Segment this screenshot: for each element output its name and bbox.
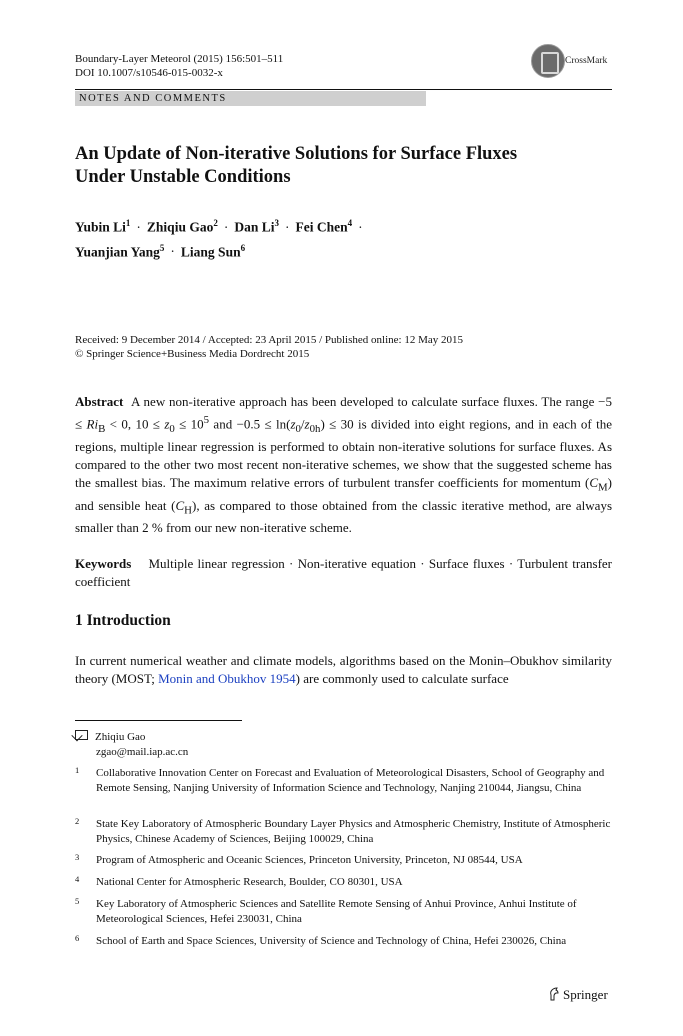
abstract-text: < 0, 10 ≤ — [105, 416, 165, 432]
author-separator: · — [170, 244, 175, 259]
author-line-2 — [75, 238, 615, 263]
affiliation-text: Key Laboratory of Atmospheric Sciences and Satellite Remote Sensing of Anhui Province, Anhui Institute of Meteorological Sciences, Hefei 230031, China — [96, 898, 577, 925]
abstract-text: ) and sensible heat ( — [75, 474, 612, 513]
math-slash: / — [300, 416, 305, 432]
math-z: z — [290, 416, 296, 432]
publisher-name: Springer — [563, 987, 608, 1002]
author-name[interactable]: Liang Sun — [180, 244, 241, 259]
doi[interactable]: DOI 10.1007/s10546-015-0032-x — [75, 67, 223, 79]
author-separator: · — [284, 219, 290, 235]
math-sub: 0 — [169, 422, 175, 435]
affiliation-item — [75, 875, 612, 890]
section-label: NOTES AND COMMENTS — [79, 93, 227, 104]
affiliation-number: 1 — [75, 765, 80, 775]
journal-citation — [75, 52, 283, 80]
copyright-notice: © Springer Science+Business Media Dordrecht 2015 — [75, 348, 310, 360]
publication-history — [75, 333, 615, 361]
abstract-paragraph — [75, 393, 612, 537]
author-name[interactable]: Yuanjian Yang — [75, 244, 160, 259]
paper-title — [75, 143, 615, 189]
author-separator: · — [223, 219, 229, 235]
introduction-paragraph — [75, 652, 612, 688]
math-z: z — [164, 416, 170, 432]
journal-reference: Boundary-Layer Meteorol (2015) 156:501–511 — [75, 53, 284, 65]
math-sub: 0 — [295, 422, 301, 435]
author-separator: · — [358, 219, 363, 235]
crossmark-icon — [531, 44, 565, 78]
title-line-1: An Update of Non-iterative Solutions for Surface Fluxes — [75, 144, 518, 164]
math-sub: B — [98, 422, 106, 435]
corresponding-author — [75, 730, 188, 760]
author-list — [75, 213, 615, 262]
author-line-1 — [75, 213, 615, 238]
affiliation-number: 4 — [75, 874, 80, 884]
crossmark-label: CrossMark — [565, 56, 608, 66]
affiliation-text: School of Earth and Space Sciences, University of Science and Technology of China, Hefei 230026, China — [96, 935, 567, 947]
math-sub: H — [184, 504, 192, 517]
author-affil-marker: 1 — [125, 218, 131, 228]
affiliation-item — [75, 817, 612, 847]
affiliation-text: State Key Laboratory of Atmospheric Boundary Layer Physics and Atmospheric Chemistry, Institute of Atmospheric Physics, Chinese Academy of Sciences, Beijing 100029, China — [96, 818, 611, 845]
abstract-text: ≤ 10 — [174, 416, 204, 432]
author-affil-marker: 3 — [274, 218, 279, 228]
math-ch: C — [175, 497, 185, 513]
affiliation-text: Program of Atmospheric and Oceanic Sciences, Princeton University, Princeton, NJ 08544, USA — [96, 854, 523, 866]
keywords-heading: Keywords — [75, 556, 132, 571]
title-line-2: Under Unstable Conditions — [75, 167, 291, 187]
envelope-icon — [75, 730, 88, 740]
affiliation-item — [75, 934, 612, 949]
math-ri: Ri — [86, 416, 99, 432]
crossmark-badge[interactable] — [531, 44, 611, 78]
corresponding-email[interactable]: zgao@mail.iap.ac.cn — [96, 746, 189, 758]
citation-link[interactable]: Monin and Obukhov 1954 — [158, 671, 296, 686]
math-z: z — [304, 416, 310, 432]
author-name[interactable]: Yubin Li — [75, 219, 126, 235]
author-name[interactable]: Zhiqiu Gao — [146, 219, 214, 235]
math-exponent: 5 — [203, 414, 210, 426]
affiliation-number: 3 — [75, 852, 80, 862]
header-rule — [75, 89, 612, 90]
author-separator: · — [136, 219, 141, 235]
abstract-text: and −0.5 ≤ ln( — [209, 416, 291, 432]
author-affil-marker: 2 — [213, 218, 218, 228]
affiliation-text: National Center for Atmospheric Research, Boulder, CO 80301, USA — [96, 876, 403, 888]
affiliation-number: 6 — [75, 933, 80, 943]
author-affil-marker: 5 — [159, 242, 165, 253]
author-name[interactable]: Fei Chen — [295, 219, 348, 235]
keywords-text: Multiple linear regression · Non-iterative equation · Surface fluxes · Turbulent transfer coefficient — [75, 556, 613, 589]
author-affil-marker: 6 — [240, 242, 246, 253]
affiliation-item — [75, 853, 612, 868]
affiliation-number: 5 — [75, 896, 80, 906]
affiliation-item — [75, 897, 612, 927]
received-accepted-dates: Received: 9 December 2014 / Accepted: 23 April 2015 / Published online: 12 May 2015 — [75, 334, 463, 346]
abstract-text: ) ≤ 30 is divided into eight regions, and in each of the regions, multiple linear regression is performed to obtain non-iterative solutions for surface fluxes. As compared to the other two most recent non-iterative schemes, we show that the suggested scheme has the smallest bias. The maximum relative errors of turbulent transfer coefficients for momentum ( — [75, 416, 612, 490]
keywords-paragraph — [75, 555, 612, 591]
intro-text: ) are commonly used to calculate surface — [295, 671, 509, 686]
section-heading: 1 Introduction — [75, 612, 171, 629]
author-affil-marker: 4 — [347, 218, 353, 228]
abstract-text: ), as compared to those obtained from the classic iterative method, are always smaller than 2 % from our new non-iterative scheme. — [75, 497, 613, 536]
publisher-logo — [548, 986, 608, 1004]
affiliation-item — [75, 766, 612, 796]
abstract-text: A new non-iterative approach has been developed to calculate surface fluxes. The range −5 ≤ — [75, 394, 612, 432]
math-cm: C — [589, 474, 599, 490]
math-sub: M — [598, 481, 608, 494]
affiliation-number: 2 — [75, 816, 80, 826]
intro-text: In current numerical weather and climate models, algorithms based on the Monin–Obukhov similarity theory (MOST; — [75, 653, 612, 686]
author-name[interactable]: Dan Li — [234, 219, 275, 235]
math-sub: 0h — [309, 422, 321, 435]
affiliation-text: Collaborative Innovation Center on Forecast and Evaluation of Meteorological Disasters, School of Geography and Remote Sensing, Nanjing University of Information Science and Technology, Nanjing 210044, Jiangsu, China — [96, 767, 605, 794]
footnote-rule — [75, 720, 242, 721]
springer-horse-icon — [548, 987, 560, 1001]
corresponding-name: Zhiqiu Gao — [95, 731, 146, 743]
abstract-heading: Abstract — [75, 394, 124, 409]
section-label-bar — [75, 91, 426, 106]
